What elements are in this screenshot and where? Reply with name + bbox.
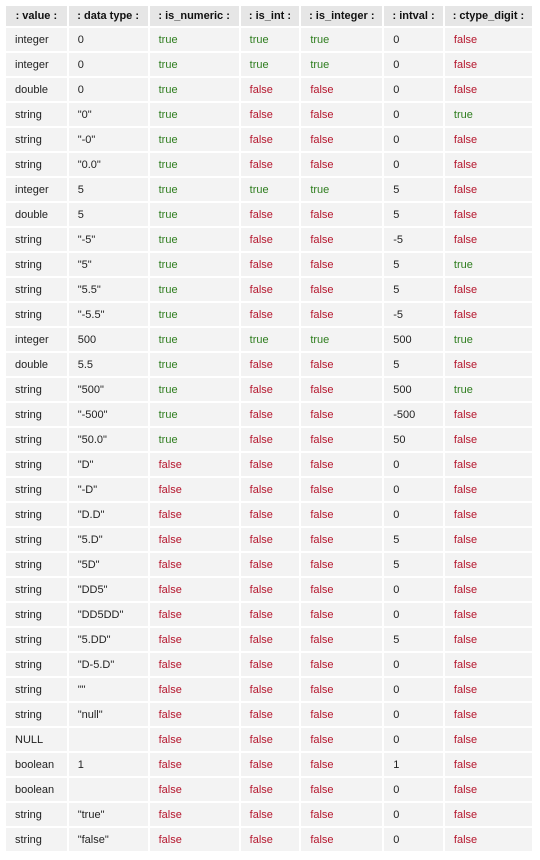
table-row <box>6 278 532 301</box>
cell-value: integer <box>6 53 67 76</box>
cell-intval: 500 <box>384 378 443 401</box>
cell-is-numeric: false <box>150 503 239 526</box>
cell-is-numeric: true <box>150 428 239 451</box>
cell-is-numeric: false <box>150 803 239 826</box>
cell-is-integer: false <box>301 303 382 326</box>
cell-ctype-digit: false <box>445 178 532 201</box>
cell-is-integer: false <box>301 803 382 826</box>
table-row <box>6 453 532 476</box>
cell-is-numeric: true <box>150 228 239 251</box>
cell-ctype-digit: false <box>445 678 532 701</box>
table-row <box>6 803 532 826</box>
cell-value: boolean <box>6 778 67 801</box>
comparison-table <box>4 4 534 853</box>
cell-data-type: "5" <box>69 253 148 276</box>
cell-intval: -5 <box>384 228 443 251</box>
cell-is-numeric: true <box>150 53 239 76</box>
cell-is-numeric: false <box>150 778 239 801</box>
cell-intval: 5 <box>384 253 443 276</box>
cell-intval: 0 <box>384 828 443 851</box>
cell-value: NULL <box>6 728 67 751</box>
cell-value: string <box>6 678 67 701</box>
cell-is-integer: false <box>301 653 382 676</box>
cell-value: string <box>6 628 67 651</box>
cell-is-integer: true <box>301 328 382 351</box>
cell-is-int: false <box>241 478 300 501</box>
cell-data-type: "0.0" <box>69 153 148 176</box>
cell-is-integer: false <box>301 578 382 601</box>
cell-intval: 0 <box>384 453 443 476</box>
column-header-value: : value : <box>6 6 67 26</box>
cell-is-integer: false <box>301 753 382 776</box>
cell-data-type: "50.0" <box>69 428 148 451</box>
cell-value: string <box>6 303 67 326</box>
cell-is-integer: true <box>301 53 382 76</box>
cell-is-numeric: true <box>150 128 239 151</box>
cell-data-type: "false" <box>69 828 148 851</box>
cell-ctype-digit: false <box>445 728 532 751</box>
cell-value: double <box>6 203 67 226</box>
cell-ctype-digit: false <box>445 503 532 526</box>
cell-is-numeric: true <box>150 78 239 101</box>
cell-value: string <box>6 103 67 126</box>
table-row <box>6 103 532 126</box>
cell-intval: 5 <box>384 553 443 576</box>
cell-is-numeric: false <box>150 603 239 626</box>
table-row <box>6 128 532 151</box>
cell-is-numeric: true <box>150 353 239 376</box>
cell-data-type: "DD5DD" <box>69 603 148 626</box>
cell-intval: 5 <box>384 178 443 201</box>
cell-value: integer <box>6 328 67 351</box>
cell-is-numeric: false <box>150 653 239 676</box>
cell-is-int: false <box>241 803 300 826</box>
cell-data-type <box>69 778 148 801</box>
cell-is-integer: false <box>301 728 382 751</box>
cell-value: string <box>6 403 67 426</box>
cell-is-integer: false <box>301 253 382 276</box>
cell-ctype-digit: false <box>445 528 532 551</box>
cell-data-type: "5.D" <box>69 528 148 551</box>
cell-ctype-digit: false <box>445 453 532 476</box>
cell-is-integer: false <box>301 78 382 101</box>
cell-is-int: false <box>241 278 300 301</box>
cell-value: string <box>6 703 67 726</box>
cell-data-type: 0 <box>69 28 148 51</box>
table-row <box>6 228 532 251</box>
cell-is-int: false <box>241 203 300 226</box>
cell-value: string <box>6 503 67 526</box>
table-row <box>6 178 532 201</box>
cell-ctype-digit: false <box>445 703 532 726</box>
cell-ctype-digit: false <box>445 203 532 226</box>
cell-is-int: false <box>241 228 300 251</box>
cell-is-integer: false <box>301 403 382 426</box>
cell-ctype-digit: false <box>445 228 532 251</box>
column-header-data-type: : data type : <box>69 6 148 26</box>
cell-ctype-digit: false <box>445 128 532 151</box>
cell-is-numeric: false <box>150 628 239 651</box>
cell-value: string <box>6 528 67 551</box>
table-row <box>6 778 532 801</box>
cell-is-numeric: false <box>150 703 239 726</box>
cell-is-integer: false <box>301 103 382 126</box>
cell-data-type: "5.DD" <box>69 628 148 651</box>
table-row <box>6 828 532 851</box>
table-row <box>6 253 532 276</box>
cell-intval: 5 <box>384 203 443 226</box>
cell-intval: 0 <box>384 678 443 701</box>
cell-value: string <box>6 253 67 276</box>
cell-is-int: false <box>241 428 300 451</box>
cell-ctype-digit: false <box>445 653 532 676</box>
cell-value: string <box>6 803 67 826</box>
cell-intval: 0 <box>384 803 443 826</box>
cell-intval: 0 <box>384 653 443 676</box>
cell-data-type: 5 <box>69 178 148 201</box>
cell-is-int: true <box>241 178 300 201</box>
cell-ctype-digit: false <box>445 153 532 176</box>
table-row <box>6 553 532 576</box>
cell-is-integer: false <box>301 278 382 301</box>
cell-is-integer: false <box>301 703 382 726</box>
cell-is-numeric: false <box>150 478 239 501</box>
cell-intval: 0 <box>384 28 443 51</box>
cell-intval: 5 <box>384 353 443 376</box>
cell-value: string <box>6 828 67 851</box>
table-row <box>6 403 532 426</box>
cell-is-int: false <box>241 353 300 376</box>
cell-value: string <box>6 653 67 676</box>
cell-is-numeric: true <box>150 403 239 426</box>
cell-intval: 0 <box>384 128 443 151</box>
table-row <box>6 478 532 501</box>
cell-is-numeric: true <box>150 378 239 401</box>
cell-is-int: false <box>241 503 300 526</box>
cell-ctype-digit: false <box>445 553 532 576</box>
cell-is-numeric: true <box>150 178 239 201</box>
cell-intval: 5 <box>384 628 443 651</box>
cell-is-numeric: false <box>150 753 239 776</box>
cell-intval: 0 <box>384 53 443 76</box>
cell-is-int: false <box>241 528 300 551</box>
cell-is-int: false <box>241 453 300 476</box>
table-row <box>6 578 532 601</box>
cell-intval: 50 <box>384 428 443 451</box>
cell-is-integer: false <box>301 828 382 851</box>
table-row <box>6 28 532 51</box>
cell-is-int: false <box>241 828 300 851</box>
cell-is-integer: false <box>301 203 382 226</box>
cell-is-int: false <box>241 678 300 701</box>
cell-value: string <box>6 153 67 176</box>
cell-is-integer: true <box>301 178 382 201</box>
cell-is-integer: false <box>301 553 382 576</box>
cell-ctype-digit: false <box>445 78 532 101</box>
table-row <box>6 503 532 526</box>
cell-is-int: true <box>241 28 300 51</box>
cell-is-int: true <box>241 328 300 351</box>
cell-ctype-digit: false <box>445 278 532 301</box>
cell-intval: 500 <box>384 328 443 351</box>
cell-ctype-digit: true <box>445 253 532 276</box>
cell-is-int: false <box>241 153 300 176</box>
table-row <box>6 428 532 451</box>
cell-is-numeric: false <box>150 578 239 601</box>
cell-data-type: 0 <box>69 78 148 101</box>
cell-ctype-digit: false <box>445 28 532 51</box>
table-row <box>6 753 532 776</box>
table-row <box>6 678 532 701</box>
cell-intval: -5 <box>384 303 443 326</box>
cell-intval: 0 <box>384 578 443 601</box>
cell-is-int: true <box>241 53 300 76</box>
column-header-is-numeric: : is_numeric : <box>150 6 239 26</box>
cell-is-int: false <box>241 578 300 601</box>
cell-data-type: "D.D" <box>69 503 148 526</box>
table-row <box>6 603 532 626</box>
cell-value: string <box>6 478 67 501</box>
table-row <box>6 728 532 751</box>
cell-is-numeric: false <box>150 828 239 851</box>
cell-is-int: false <box>241 403 300 426</box>
cell-data-type: "-5.5" <box>69 303 148 326</box>
column-header-is-int: : is_int : <box>241 6 300 26</box>
cell-data-type: 5 <box>69 203 148 226</box>
cell-data-type: "D-5.D" <box>69 653 148 676</box>
cell-is-int: false <box>241 78 300 101</box>
cell-data-type: "-5" <box>69 228 148 251</box>
cell-value: string <box>6 578 67 601</box>
cell-data-type: "5.5" <box>69 278 148 301</box>
cell-value: string <box>6 378 67 401</box>
cell-is-integer: false <box>301 378 382 401</box>
cell-ctype-digit: false <box>445 628 532 651</box>
cell-is-integer: false <box>301 628 382 651</box>
cell-ctype-digit: false <box>445 778 532 801</box>
cell-intval: 0 <box>384 703 443 726</box>
cell-data-type: 0 <box>69 53 148 76</box>
cell-data-type: "-500" <box>69 403 148 426</box>
cell-ctype-digit: true <box>445 103 532 126</box>
cell-value: string <box>6 428 67 451</box>
cell-is-integer: false <box>301 678 382 701</box>
cell-is-integer: false <box>301 453 382 476</box>
cell-ctype-digit: false <box>445 603 532 626</box>
cell-is-numeric: true <box>150 103 239 126</box>
cell-value: integer <box>6 178 67 201</box>
table-body <box>6 28 532 851</box>
table-row <box>6 303 532 326</box>
cell-is-numeric: false <box>150 728 239 751</box>
cell-is-integer: false <box>301 528 382 551</box>
cell-is-int: false <box>241 303 300 326</box>
cell-intval: 0 <box>384 728 443 751</box>
cell-is-numeric: true <box>150 28 239 51</box>
cell-intval: 1 <box>384 753 443 776</box>
cell-value: string <box>6 553 67 576</box>
cell-is-integer: false <box>301 428 382 451</box>
header-row <box>6 6 532 26</box>
cell-is-int: false <box>241 103 300 126</box>
cell-value: integer <box>6 28 67 51</box>
cell-is-numeric: true <box>150 278 239 301</box>
cell-is-int: false <box>241 128 300 151</box>
cell-intval: 5 <box>384 278 443 301</box>
cell-is-integer: false <box>301 228 382 251</box>
cell-ctype-digit: false <box>445 403 532 426</box>
cell-value: double <box>6 353 67 376</box>
cell-value: string <box>6 603 67 626</box>
cell-intval: -500 <box>384 403 443 426</box>
cell-is-numeric: true <box>150 153 239 176</box>
cell-is-numeric: false <box>150 678 239 701</box>
cell-data-type: "500" <box>69 378 148 401</box>
cell-data-type: "0" <box>69 103 148 126</box>
cell-is-int: false <box>241 753 300 776</box>
cell-value: string <box>6 128 67 151</box>
table-row <box>6 78 532 101</box>
cell-value: string <box>6 278 67 301</box>
cell-data-type: "DD5" <box>69 578 148 601</box>
cell-is-int: false <box>241 378 300 401</box>
cell-is-int: false <box>241 653 300 676</box>
cell-is-numeric: true <box>150 253 239 276</box>
cell-ctype-digit: false <box>445 478 532 501</box>
table-row <box>6 153 532 176</box>
table-row <box>6 703 532 726</box>
cell-intval: 0 <box>384 603 443 626</box>
column-header-intval: : intval : <box>384 6 443 26</box>
cell-is-int: false <box>241 253 300 276</box>
cell-ctype-digit: false <box>445 828 532 851</box>
cell-intval: 0 <box>384 78 443 101</box>
cell-is-numeric: false <box>150 528 239 551</box>
cell-is-int: false <box>241 778 300 801</box>
cell-value: string <box>6 228 67 251</box>
cell-value: string <box>6 453 67 476</box>
cell-data-type: "5D" <box>69 553 148 576</box>
cell-ctype-digit: false <box>445 803 532 826</box>
cell-ctype-digit: false <box>445 428 532 451</box>
column-header-ctype-digit: : ctype_digit : <box>445 6 532 26</box>
cell-is-int: false <box>241 553 300 576</box>
cell-data-type: "-0" <box>69 128 148 151</box>
cell-intval: 0 <box>384 778 443 801</box>
cell-is-numeric: false <box>150 453 239 476</box>
cell-data-type: "true" <box>69 803 148 826</box>
cell-data-type <box>69 728 148 751</box>
cell-ctype-digit: false <box>445 303 532 326</box>
cell-is-numeric: true <box>150 203 239 226</box>
cell-ctype-digit: false <box>445 353 532 376</box>
table-row <box>6 628 532 651</box>
cell-data-type: 1 <box>69 753 148 776</box>
cell-is-numeric: true <box>150 328 239 351</box>
cell-intval: 0 <box>384 103 443 126</box>
cell-is-integer: false <box>301 778 382 801</box>
cell-ctype-digit: true <box>445 328 532 351</box>
cell-ctype-digit: false <box>445 53 532 76</box>
cell-is-integer: false <box>301 603 382 626</box>
cell-data-type: "null" <box>69 703 148 726</box>
cell-is-numeric: false <box>150 553 239 576</box>
cell-is-integer: false <box>301 503 382 526</box>
cell-data-type: 500 <box>69 328 148 351</box>
cell-is-integer: false <box>301 128 382 151</box>
cell-data-type: 5.5 <box>69 353 148 376</box>
cell-is-int: false <box>241 603 300 626</box>
cell-value: double <box>6 78 67 101</box>
cell-is-int: false <box>241 703 300 726</box>
cell-is-integer: false <box>301 353 382 376</box>
table-row <box>6 328 532 351</box>
column-header-is-integer: : is_integer : <box>301 6 382 26</box>
cell-is-numeric: true <box>150 303 239 326</box>
table-row <box>6 653 532 676</box>
table-row <box>6 53 532 76</box>
cell-ctype-digit: true <box>445 378 532 401</box>
cell-is-int: false <box>241 628 300 651</box>
cell-ctype-digit: false <box>445 578 532 601</box>
cell-ctype-digit: false <box>445 753 532 776</box>
table-row <box>6 378 532 401</box>
cell-is-integer: false <box>301 478 382 501</box>
table-row <box>6 528 532 551</box>
cell-is-int: false <box>241 728 300 751</box>
cell-intval: 0 <box>384 503 443 526</box>
cell-is-integer: false <box>301 153 382 176</box>
table-row <box>6 353 532 376</box>
cell-data-type: "D" <box>69 453 148 476</box>
cell-is-integer: true <box>301 28 382 51</box>
cell-intval: 5 <box>384 528 443 551</box>
cell-intval: 0 <box>384 478 443 501</box>
cell-intval: 0 <box>384 153 443 176</box>
cell-data-type: "" <box>69 678 148 701</box>
cell-data-type: "-D" <box>69 478 148 501</box>
cell-value: boolean <box>6 753 67 776</box>
table-row <box>6 203 532 226</box>
